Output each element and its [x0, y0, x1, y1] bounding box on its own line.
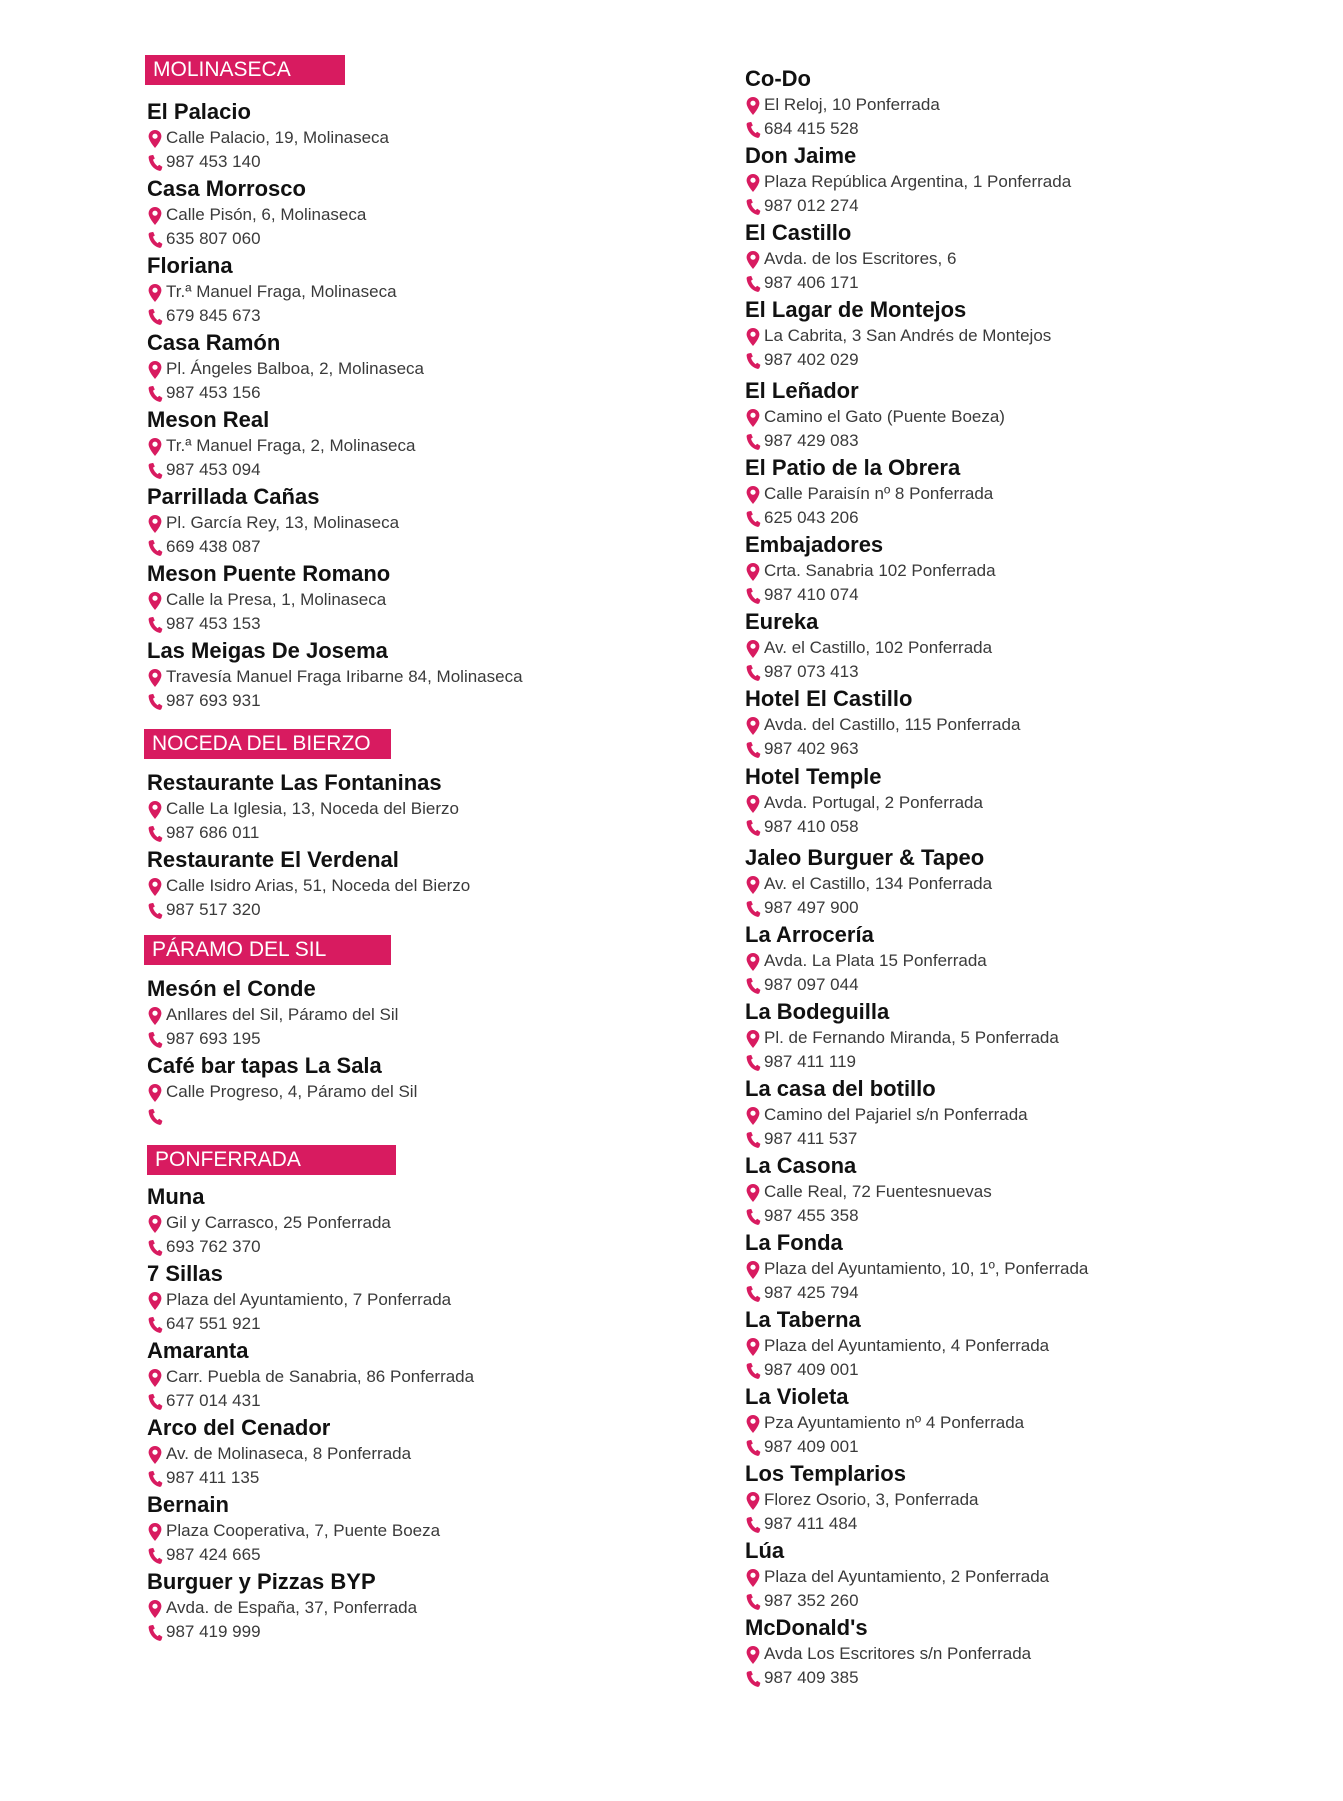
restaurant-phone[interactable] [745, 272, 859, 294]
phone-icon [147, 1392, 163, 1412]
phone-text[interactable]: 987 409 001 [764, 1360, 859, 1379]
phone-icon [745, 1053, 761, 1073]
phone-icon [147, 1546, 163, 1566]
address-text: Av. el Castillo, 134 Ponferrada [764, 874, 993, 893]
section-title-ponferrada: PONFERRADA [147, 1145, 396, 1175]
restaurant-address [147, 1004, 398, 1026]
map-pin-icon [147, 1291, 163, 1311]
address-text: Pl. de Fernando Miranda, 5 Ponferrada [764, 1028, 1059, 1047]
restaurant-phone[interactable] [147, 459, 261, 481]
phone-text[interactable]: 987 453 094 [166, 460, 261, 479]
restaurant-address [147, 127, 389, 149]
phone-icon [745, 586, 761, 606]
restaurant-name: Muna [147, 1184, 205, 1209]
restaurant-phone[interactable] [147, 1467, 259, 1489]
restaurant-name: El Patio de la Obrera [745, 455, 961, 480]
restaurant-phone[interactable] [147, 536, 261, 558]
map-pin-icon [745, 639, 761, 659]
restaurant-phone[interactable] [147, 1105, 166, 1127]
phone-text[interactable]: 679 845 673 [166, 306, 261, 325]
restaurant-name: Parrillada Cañas [147, 484, 320, 509]
restaurant-address [147, 1520, 440, 1542]
restaurant-address [745, 1181, 992, 1203]
restaurant-address [147, 435, 415, 457]
section-title-paramo-del-sil: PÁRAMO DEL SIL [144, 935, 391, 965]
phone-text[interactable]: 684 415 528 [764, 119, 859, 138]
map-pin-icon [147, 360, 163, 380]
restaurant-address [147, 204, 366, 226]
restaurant-address [147, 358, 424, 380]
address-text: Calle la Presa, 1, Molinaseca [166, 590, 387, 609]
restaurant-address [745, 873, 992, 895]
restaurant-name: Hotel Temple [745, 764, 882, 789]
restaurant-phone[interactable] [745, 1359, 859, 1381]
restaurant-phone[interactable] [745, 974, 859, 996]
restaurant-name: Eureka [745, 609, 819, 634]
restaurant-name: McDonald's [745, 1615, 868, 1640]
restaurant-phone[interactable] [745, 1667, 859, 1689]
restaurant-phone[interactable] [745, 661, 859, 683]
restaurant-phone[interactable] [745, 816, 859, 838]
restaurant-name: Casa Morrosco [147, 176, 306, 201]
phone-text[interactable]: 987 693 931 [166, 691, 261, 710]
restaurant-name: La Arrocería [745, 922, 874, 947]
address-text: La Cabrita, 3 San Andrés de Montejos [764, 326, 1052, 345]
phone-text[interactable]: 987 073 413 [764, 662, 859, 681]
restaurant-name: Meson Puente Romano [147, 561, 391, 586]
phone-text[interactable]: 987 409 385 [764, 1668, 859, 1687]
phone-text[interactable]: 987 097 044 [764, 975, 859, 994]
phone-text[interactable]: 987 517 320 [166, 900, 261, 919]
map-pin-icon [147, 800, 163, 820]
map-pin-icon [147, 877, 163, 897]
address-text: Avda. La Plata 15 Ponferrada [764, 951, 987, 970]
address-text: Tr.ª Manuel Fraga, Molinaseca [166, 282, 397, 301]
phone-icon [147, 901, 163, 921]
address-text: Plaza del Ayuntamiento, 4 Ponferrada [764, 1336, 1050, 1355]
address-text: Avda. Portugal, 2 Ponferrada [764, 793, 983, 812]
restaurant-phone[interactable] [745, 1282, 859, 1304]
restaurant-name: Floriana [147, 253, 233, 278]
restaurant-phone[interactable] [147, 151, 261, 173]
restaurant-phone[interactable] [745, 738, 859, 760]
phone-text[interactable]: 987 453 156 [166, 383, 261, 402]
address-text: Plaza República Argentina, 1 Ponferrada [764, 172, 1072, 191]
restaurant-phone[interactable] [745, 1513, 857, 1535]
phone-icon [745, 899, 761, 919]
map-pin-icon [147, 129, 163, 149]
phone-icon [745, 740, 761, 760]
address-text: Pl. García Rey, 13, Molinaseca [166, 513, 400, 532]
restaurant-phone[interactable] [745, 1436, 859, 1458]
phone-text[interactable]: 987 406 171 [764, 273, 859, 292]
restaurant-name: Burguer y Pizzas BYP [147, 1569, 376, 1594]
restaurant-address [745, 1643, 1031, 1665]
restaurant-name: Meson Real [147, 407, 270, 432]
phone-text[interactable]: 987 411 135 [166, 1468, 260, 1487]
restaurant-name: Amaranta [147, 1338, 249, 1363]
address-text: Tr.ª Manuel Fraga, 2, Molinaseca [166, 436, 416, 455]
map-pin-icon [147, 591, 163, 611]
map-pin-icon [745, 1491, 761, 1511]
map-pin-icon [147, 668, 163, 688]
phone-icon [147, 230, 163, 250]
address-text: Carr. Puebla de Sanabria, 86 Ponferrada [166, 1367, 475, 1386]
restaurant-address [745, 483, 993, 505]
restaurant-phone[interactable] [147, 228, 261, 250]
phone-text[interactable]: 987 402 029 [764, 350, 859, 369]
restaurant-address [147, 281, 397, 303]
phone-text[interactable]: 987 419 999 [166, 1622, 261, 1641]
restaurant-name: Casa Ramón [147, 330, 281, 355]
phone-icon [147, 1315, 163, 1335]
restaurant-name: Arco del Cenador [147, 1415, 331, 1440]
restaurant-phone[interactable] [745, 118, 859, 140]
restaurant-address [745, 1489, 978, 1511]
restaurant-address [147, 512, 399, 534]
map-pin-icon [745, 408, 761, 428]
phone-icon [147, 692, 163, 712]
phone-icon [745, 1361, 761, 1381]
address-text: Crta. Sanabria 102 Ponferrada [764, 561, 996, 580]
phone-text[interactable]: 987 411 119 [764, 1052, 857, 1071]
phone-text[interactable]: 987 424 665 [166, 1545, 261, 1564]
restaurant-phone[interactable] [745, 1128, 857, 1150]
address-text: Avda. de los Escritores, 6 [764, 249, 957, 268]
address-text: Calle Isidro Arias, 51, Noceda del Bierzo [166, 876, 471, 895]
address-text: Calle Real, 72 Fuentesnuevas [764, 1182, 992, 1201]
phone-text[interactable]: 987 012 274 [764, 196, 859, 215]
restaurant-address [745, 1566, 1049, 1588]
restaurant-address [147, 798, 459, 820]
address-text: Avda. del Castillo, 115 Ponferrada [764, 715, 1021, 734]
phone-icon [147, 307, 163, 327]
restaurant-phone[interactable] [147, 1621, 261, 1643]
restaurant-address [745, 1027, 1059, 1049]
restaurant-name: 7 Sillas [147, 1261, 223, 1286]
phone-icon [745, 432, 761, 452]
address-text: Camino del Pajariel s/n Ponferrada [764, 1105, 1028, 1124]
address-text: Calle La Iglesia, 13, Noceda del Bierzo [166, 799, 459, 818]
phone-text[interactable]: 987 453 153 [166, 614, 261, 633]
address-text: Avda. de España, 37, Ponferrada [166, 1598, 418, 1617]
map-pin-icon [147, 1083, 163, 1103]
restaurant-address [147, 1597, 417, 1619]
phone-icon [745, 1592, 761, 1612]
map-pin-icon [745, 1645, 761, 1665]
phone-text[interactable]: 987 425 794 [764, 1283, 859, 1302]
map-pin-icon [147, 206, 163, 226]
phone-icon [745, 663, 761, 683]
restaurant-name: La Violeta [745, 1384, 849, 1409]
map-pin-icon [745, 1260, 761, 1280]
restaurant-address [147, 589, 386, 611]
restaurant-name: Las Meigas De Josema [147, 638, 388, 663]
restaurant-name: La Fonda [745, 1230, 843, 1255]
map-pin-icon [147, 1445, 163, 1465]
phone-text[interactable]: 987 429 083 [764, 431, 859, 450]
section-title-molinaseca: MOLINASECA [145, 55, 345, 85]
phone-text[interactable]: 677 014 431 [166, 1391, 261, 1410]
phone-icon [745, 1438, 761, 1458]
map-pin-icon [147, 1006, 163, 1026]
phone-icon [147, 615, 163, 635]
phone-text[interactable]: 987 455 358 [764, 1206, 859, 1225]
restaurant-name: Mesón el Conde [147, 976, 316, 1001]
address-text: Plaza del Ayuntamiento, 10, 1º, Ponferrada [764, 1259, 1089, 1278]
address-text: Av. de Molinaseca, 8 Ponferrada [166, 1444, 412, 1463]
phone-icon [745, 1284, 761, 1304]
address-text: Anllares del Sil, Páramo del Sil [166, 1005, 399, 1024]
map-pin-icon [147, 1522, 163, 1542]
map-pin-icon [147, 514, 163, 534]
restaurant-phone[interactable] [147, 1028, 261, 1050]
restaurant-address [147, 875, 470, 897]
address-text: Plaza del Ayuntamiento, 2 Ponferrada [764, 1567, 1050, 1586]
restaurant-address [147, 1081, 417, 1103]
restaurant-phone[interactable] [147, 613, 261, 635]
phone-icon [745, 818, 761, 838]
restaurant-name: La casa del botillo [745, 1076, 936, 1101]
restaurant-name: Embajadores [745, 532, 884, 557]
address-text: Plaza Cooperativa, 7, Puente Boeza [166, 1521, 441, 1540]
restaurant-name: El Lagar de Montejos [745, 297, 967, 322]
restaurant-phone[interactable] [147, 1390, 261, 1412]
phone-text[interactable]: 987 410 074 [764, 585, 859, 604]
restaurant-address [745, 1412, 1024, 1434]
restaurant-address [745, 171, 1071, 193]
address-text: Calle Palacio, 19, Molinaseca [166, 128, 390, 147]
phone-icon [745, 1130, 761, 1150]
map-pin-icon [745, 250, 761, 270]
restaurant-address [745, 1335, 1049, 1357]
phone-text[interactable]: 987 402 963 [764, 739, 859, 758]
address-text: El Reloj, 10 Ponferrada [764, 95, 940, 114]
map-pin-icon [147, 283, 163, 303]
map-pin-icon [745, 952, 761, 972]
restaurant-address [745, 792, 983, 814]
restaurant-address [745, 248, 956, 270]
restaurant-phone[interactable] [745, 507, 859, 529]
map-pin-icon [745, 327, 761, 347]
restaurant-phone[interactable] [147, 690, 261, 712]
phone-icon [745, 1207, 761, 1227]
map-pin-icon [147, 1214, 163, 1234]
restaurant-address [745, 94, 940, 116]
restaurant-phone[interactable] [745, 1205, 859, 1227]
restaurant-name: Co-Do [745, 66, 811, 91]
address-text: Calle Paraisín nº 8 Ponferrada [764, 484, 994, 503]
phone-text[interactable]: 669 438 087 [166, 537, 261, 556]
restaurant-name: La Bodeguilla [745, 999, 890, 1024]
address-text: Calle Progreso, 4, Páramo del Sil [166, 1082, 418, 1101]
restaurant-phone[interactable] [147, 899, 261, 921]
restaurant-phone[interactable] [147, 382, 261, 404]
phone-icon [147, 461, 163, 481]
map-pin-icon [745, 96, 761, 116]
map-pin-icon [745, 1568, 761, 1588]
restaurant-name: Bernain [147, 1492, 229, 1517]
phone-text[interactable]: 987 497 900 [764, 898, 859, 917]
restaurant-name: La Casona [745, 1153, 857, 1178]
section-title-noceda-del-bierzo: NOCEDA DEL BIERZO [144, 729, 391, 759]
address-text: Gil y Carrasco, 25 Ponferrada [166, 1213, 391, 1232]
restaurant-address [745, 637, 992, 659]
phone-icon [147, 153, 163, 173]
map-pin-icon [745, 1414, 761, 1434]
restaurant-name: Restaurante El Verdenal [147, 847, 399, 872]
phone-text[interactable]: 987 409 001 [764, 1437, 859, 1456]
phone-icon [745, 1669, 761, 1689]
phone-icon [745, 120, 761, 140]
phone-icon [147, 824, 163, 844]
phone-text[interactable]: 987 693 195 [166, 1029, 261, 1048]
restaurant-address [147, 1443, 411, 1465]
phone-icon [147, 1469, 163, 1489]
restaurant-name: Los Templarios [745, 1461, 906, 1486]
map-pin-icon [745, 875, 761, 895]
phone-icon [745, 976, 761, 996]
restaurant-name: La Taberna [745, 1307, 861, 1332]
map-pin-icon [147, 1599, 163, 1619]
phone-icon [745, 197, 761, 217]
phone-icon [147, 1238, 163, 1258]
phone-icon [745, 509, 761, 529]
address-text: Plaza del Ayuntamiento, 7 Ponferrada [166, 1290, 452, 1309]
address-text: Florez Osorio, 3, Ponferrada [764, 1490, 979, 1509]
restaurant-address [745, 560, 996, 582]
restaurant-address [745, 950, 987, 972]
restaurant-address [147, 666, 523, 688]
restaurant-phone[interactable] [147, 1544, 261, 1566]
phone-icon [745, 1515, 761, 1535]
map-pin-icon [745, 485, 761, 505]
restaurant-phone[interactable] [745, 195, 859, 217]
restaurant-phone[interactable] [147, 1313, 261, 1335]
restaurant-name: El Leñador [745, 378, 859, 403]
restaurant-phone[interactable] [147, 305, 261, 327]
restaurant-address [745, 1258, 1088, 1280]
phone-text[interactable]: 987 411 537 [764, 1129, 858, 1148]
restaurant-phone[interactable] [745, 1590, 859, 1612]
restaurant-address [745, 714, 1020, 736]
map-pin-icon [745, 1029, 761, 1049]
phone-text[interactable]: 987 352 260 [764, 1591, 859, 1610]
address-text: Avda Los Escritores s/n Ponferrada [764, 1644, 1032, 1663]
phone-text[interactable]: 987 453 140 [166, 152, 261, 171]
map-pin-icon [745, 173, 761, 193]
phone-icon [147, 1623, 163, 1643]
restaurant-name: Café bar tapas La Sala [147, 1053, 382, 1078]
phone-icon [745, 351, 761, 371]
phone-icon [147, 384, 163, 404]
map-pin-icon [745, 1106, 761, 1126]
restaurant-address [745, 406, 1005, 428]
restaurant-address [745, 325, 1051, 347]
restaurant-phone[interactable] [147, 1236, 261, 1258]
phone-icon [745, 274, 761, 294]
map-pin-icon [147, 1368, 163, 1388]
restaurant-name: Restaurante Las Fontaninas [147, 770, 442, 795]
phone-text[interactable]: 635 807 060 [166, 229, 261, 248]
phone-icon [147, 1107, 163, 1127]
address-text: Av. el Castillo, 102 Ponferrada [764, 638, 993, 657]
restaurant-name: Jaleo Burguer & Tapeo [745, 845, 985, 870]
restaurant-address [147, 1366, 474, 1388]
restaurant-phone[interactable] [745, 897, 859, 919]
address-text: Camino el Gato (Puente Boeza) [764, 407, 1005, 426]
restaurant-name: Lúa [745, 1538, 785, 1563]
restaurant-phone[interactable] [745, 349, 859, 371]
phone-text[interactable]: 625 043 206 [764, 508, 859, 527]
restaurant-name: El Palacio [147, 99, 251, 124]
phone-icon [147, 538, 163, 558]
restaurant-address [147, 1212, 391, 1234]
restaurant-name: Hotel El Castillo [745, 686, 913, 711]
map-pin-icon [745, 716, 761, 736]
map-pin-icon [147, 437, 163, 457]
restaurant-phone[interactable] [745, 1051, 856, 1073]
phone-text[interactable]: 987 410 058 [764, 817, 859, 836]
phone-icon [147, 1030, 163, 1050]
address-text: Pza Ayuntamiento nº 4 Ponferrada [764, 1413, 1025, 1432]
address-text: Calle Pisón, 6, Molinaseca [166, 205, 367, 224]
phone-text[interactable]: 647 551 921 [166, 1314, 261, 1333]
restaurant-address [147, 1289, 451, 1311]
restaurant-name: Don Jaime [745, 143, 857, 168]
address-text: Travesía Manuel Fraga Iribarne 84, Molinaseca [166, 667, 523, 686]
restaurant-phone[interactable] [745, 584, 859, 606]
restaurant-phone[interactable] [147, 822, 259, 844]
map-pin-icon [745, 1337, 761, 1357]
map-pin-icon [745, 562, 761, 582]
restaurant-phone[interactable] [745, 430, 859, 452]
restaurant-name: El Castillo [745, 220, 852, 245]
phone-text[interactable]: 987 686 011 [166, 823, 260, 842]
map-pin-icon [745, 794, 761, 814]
address-text: Pl. Ángeles Balboa, 2, Molinaseca [166, 359, 424, 378]
phone-text[interactable]: 693 762 370 [166, 1237, 261, 1256]
map-pin-icon [745, 1183, 761, 1203]
restaurant-address [745, 1104, 1028, 1126]
phone-text[interactable]: 987 411 484 [764, 1514, 858, 1533]
